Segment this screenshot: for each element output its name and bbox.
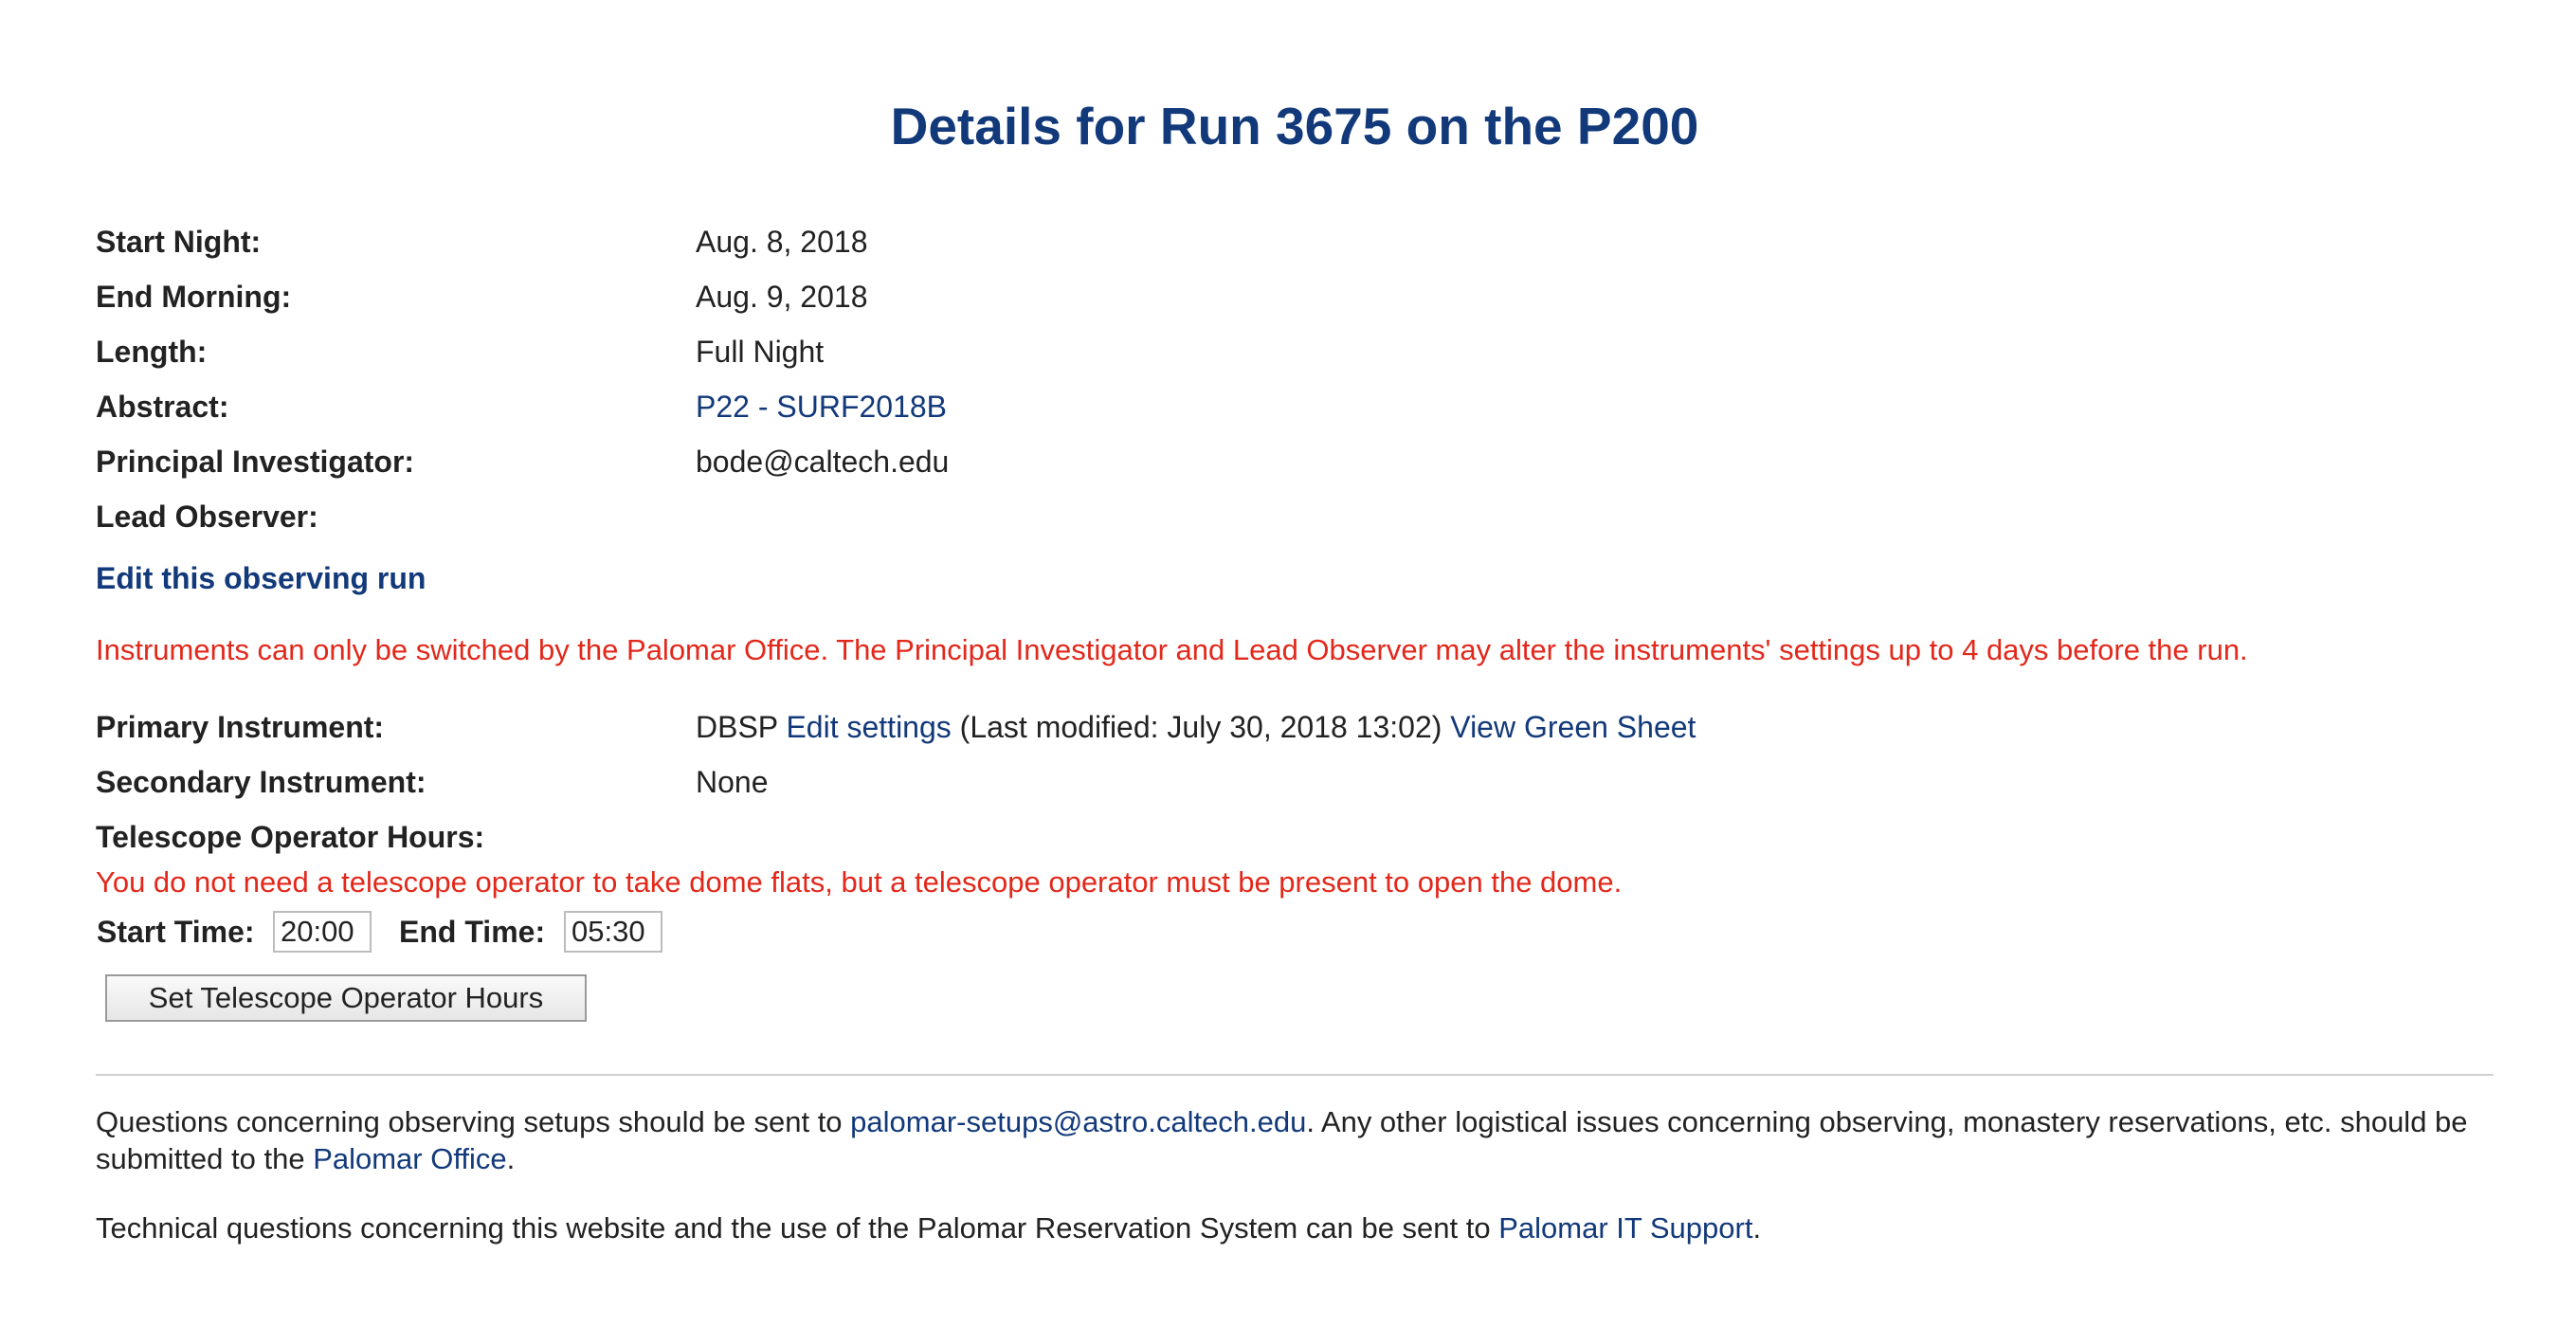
divider	[96, 1074, 2494, 1076]
page-title: Details for Run 3675 on the P200	[890, 97, 1699, 155]
footer-text: .	[506, 1142, 516, 1175]
it-support-link[interactable]: Palomar IT Support	[1498, 1211, 1753, 1245]
start-night-value: Aug. 8, 2018	[696, 225, 868, 259]
abstract-link[interactable]: P22 - SURF2018B	[696, 390, 948, 424]
primary-instrument-value	[696, 703, 1696, 751]
pi-label: Principal Investigator:	[96, 445, 415, 479]
edit-settings-link[interactable]: Edit settings	[786, 710, 952, 744]
edit-run-link[interactable]: Edit this observing run	[96, 561, 426, 595]
end-time-input[interactable]	[564, 911, 662, 953]
end-morning-value: Aug. 9, 2018	[696, 280, 868, 314]
abstract-label: Abstract:	[96, 390, 229, 424]
footer-text: Questions concerning observing setups should be sent to	[96, 1105, 851, 1138]
primary-instrument-label: Primary Instrument:	[96, 710, 385, 744]
footer-support-paragraph	[96, 1209, 2494, 1246]
pi-value: bode@caltech.edu	[696, 445, 950, 479]
palomar-office-link[interactable]: Palomar Office	[313, 1142, 507, 1175]
footer-setups-paragraph	[96, 1103, 2494, 1177]
footer-text: Technical questions concerning this website and the use of the Palomar Reservation System can be sent to	[96, 1211, 1499, 1245]
operator-notice: You do not need a telescope operator to take dome flats, but a telescope operator must be present to open the dome.	[96, 865, 1623, 899]
primary-instrument-name: DBSP	[696, 710, 778, 744]
end-time-label: End Time:	[399, 915, 546, 949]
length-value: Full Night	[696, 335, 825, 369]
last-modified-text: (Last modified: July 30, 2018 13:02)	[959, 710, 1442, 744]
setups-email-link[interactable]: palomar-setups@astro.caltech.edu	[850, 1105, 1307, 1138]
end-morning-label: End Morning:	[96, 280, 292, 314]
set-operator-hours-button[interactable]: Set Telescope Operator Hours	[105, 974, 587, 1022]
length-label: Length:	[96, 335, 208, 369]
footer-text: . Any other logistical issues concerning observing, monastery reservations, etc. should be submitted to the	[96, 1105, 2468, 1175]
instruments-notice: Instruments can only be switched by the Palomar Office. The Principal Investigator and Lead Observer may alter the instruments' settings up to 4 days before the run.	[96, 633, 2248, 666]
start-time-input[interactable]	[273, 911, 372, 953]
footer-text: .	[1752, 1211, 1762, 1245]
operator-hours-label: Telescope Operator Hours:	[96, 820, 485, 854]
start-night-label: Start Night:	[96, 225, 262, 259]
secondary-instrument-label: Secondary Instrument:	[96, 765, 426, 799]
start-time-label: Start Time:	[97, 915, 255, 949]
lead-observer-label: Lead Observer:	[96, 500, 318, 534]
secondary-instrument-value: None	[696, 765, 769, 799]
view-green-sheet-link[interactable]: View Green Sheet	[1450, 710, 1696, 744]
